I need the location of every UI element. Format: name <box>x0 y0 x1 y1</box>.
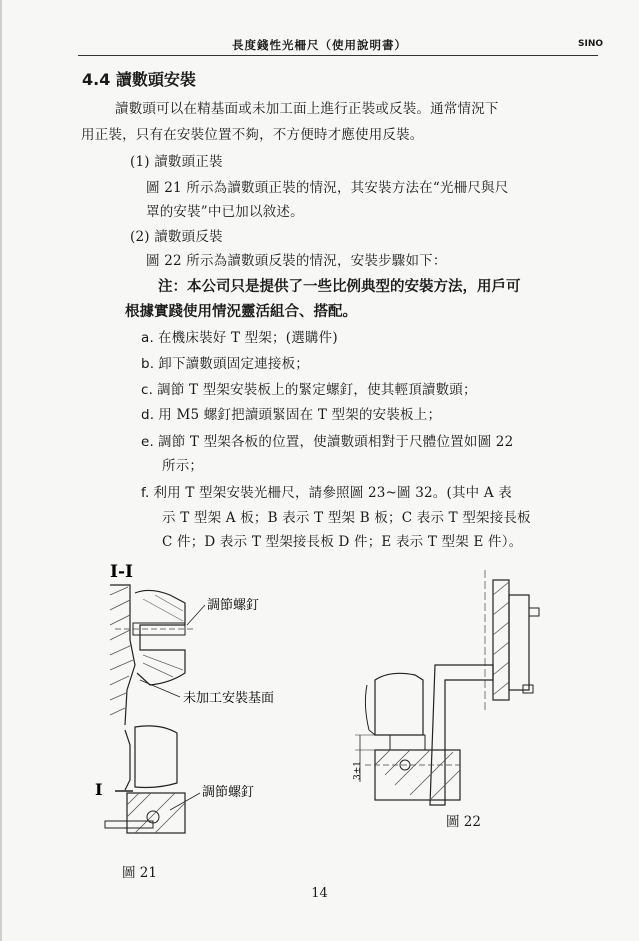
hatching-plate <box>375 750 460 800</box>
note-line-1: 注：本公司只是提供了一些比例典型的安裝方法，用戶可 <box>158 279 521 295</box>
step-f-cont-1 <box>162 506 531 526</box>
mounting-bracket <box>127 793 185 833</box>
step-text: 利用 T 型架安裝光柵尺，請參照圖 23~圖 32。(其中 A 表 <box>153 485 513 501</box>
step-d <box>141 403 441 423</box>
figure-22 <box>345 570 595 830</box>
step-text: 卸下讀數頭固定連接板； <box>158 356 309 372</box>
leader-line <box>187 605 205 625</box>
item1-line-1: 圖 21 所示為讀數頭正裝的情況，其安裝方法在“光柵尺與尺 <box>146 180 509 196</box>
header-brand: SINO <box>577 39 603 49</box>
reader-base <box>390 735 425 750</box>
leader-line <box>140 680 180 697</box>
t-bracket-plate <box>509 595 529 690</box>
bolt <box>529 608 539 616</box>
page-number: 14 <box>311 886 328 901</box>
item2-title: (2) 讀數頭反裝 <box>130 229 223 245</box>
step-letter: c. <box>141 382 154 398</box>
label-adjust-screw-top: 調節螺釘 <box>207 598 260 613</box>
step-text: 示 T 型架 A 板；B 表示 T 型架 B 板；C 表示 T 型架接長板 <box>162 510 531 526</box>
step-text: 調節 T 型架安裝板上的緊定螺釘，使其輕頂讀數頭； <box>157 382 477 398</box>
item1-line-2: 罩的安裝”中已加以敘述。 <box>146 204 304 220</box>
header-title: 長度錢性光柵尺（使用說明書） <box>232 38 407 52</box>
note-line-2: 根據實踐使用情況靈活組合、搭配。 <box>125 304 357 320</box>
step-letter: e. <box>141 434 154 450</box>
step-c <box>141 378 477 398</box>
figure-22-caption: 圖 22 <box>446 814 481 830</box>
machine-wall <box>493 580 509 700</box>
step-letter: f. <box>141 485 150 501</box>
step-e <box>141 430 513 450</box>
hatching-head <box>143 595 183 677</box>
step-text: 用 M5 螺釘把讀頭緊固在 T 型架的安裝板上； <box>158 407 442 423</box>
dimension-label: 3±1 <box>353 761 363 780</box>
step-letter: a. <box>141 330 154 346</box>
hatching-bracket <box>127 793 185 833</box>
step-text: 所示； <box>162 458 204 474</box>
reader-head-edge <box>365 685 375 735</box>
item1-title: (1) 讀數頭正裝 <box>130 154 223 170</box>
step-a <box>141 326 338 346</box>
intro-line-1: 讀數頭可以在精基面或未加工面上進行正裝或反裝。通常情況下 <box>115 101 499 117</box>
reader-head <box>375 673 423 735</box>
t-bracket-arm <box>430 665 493 805</box>
step-e-cont <box>162 454 203 474</box>
section-label-i-i: I-I <box>110 562 133 582</box>
page-edge <box>0 0 2 941</box>
machine-wall-outline <box>110 585 135 725</box>
header-divider <box>78 55 598 56</box>
figure-21-caption: 圖 21 <box>122 865 157 881</box>
hatching-wall <box>493 582 509 695</box>
section-marker: I <box>95 780 103 799</box>
item2-line-1: 圖 22 所示為讀數頭反裝的情況，安裝步驟如下： <box>146 253 447 269</box>
label-unmachined-base: 未加工安裝基面 <box>183 691 275 706</box>
reader-head-bottom-left <box>125 730 130 790</box>
bolt <box>523 685 533 693</box>
step-letter: b. <box>141 356 155 372</box>
step-f-cont-2 <box>162 530 522 550</box>
intro-line-2: 用正裝，只有在安裝位置不夠，不方便時才應使用反裝。 <box>81 127 424 143</box>
step-f <box>141 481 512 501</box>
label-adjust-screw-bottom: 調節螺釘 <box>202 785 255 800</box>
step-text: C 件；D 表示 T 型架接長板 D 件；E 表示 T 型架 E 件）。 <box>162 534 523 550</box>
figure-21 <box>95 555 325 885</box>
step-letter: d. <box>141 407 155 423</box>
step-text: 調節 T 型架各板的位置，使讀數頭相對于尺體位置如圖 22 <box>158 434 514 450</box>
step-text: 在機床裝好 T 型架；(選購件) <box>157 330 338 346</box>
section-title: 4.4 讀數頭安裝 <box>82 70 196 89</box>
reader-head-bottom <box>135 726 177 788</box>
step-b <box>141 352 309 372</box>
